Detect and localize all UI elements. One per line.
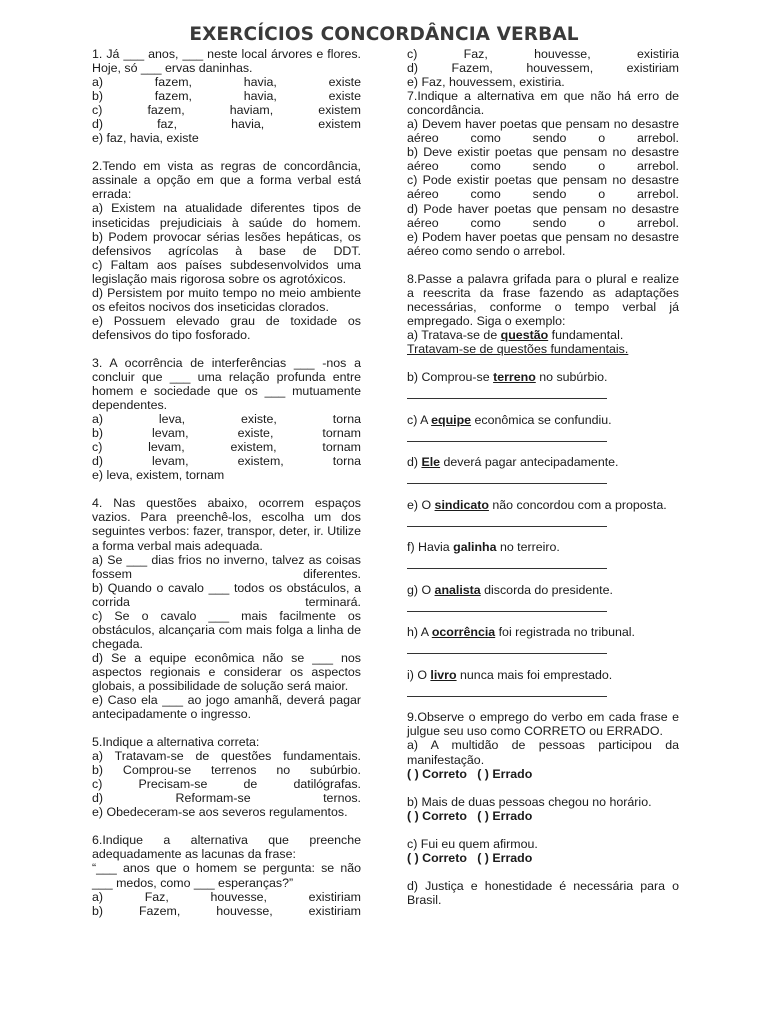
q8-item-c: c) A equipe econômica se confundiu. bbox=[407, 412, 612, 427]
q9-check-b bbox=[407, 809, 679, 823]
q9-b-correct-checkbox[interactable]: ( ) Correto bbox=[407, 808, 467, 823]
right-column bbox=[407, 47, 679, 907]
q8-example-answer: Tratavam-se de questões fundamentais. bbox=[407, 341, 629, 356]
q4-stem: 4. Nas questões abaixo, ocorrem espaços vazios. Para preenchê-los, escolha um dos seguintes verbos: fazer, transpor, deter, ir. Utilize a forma verbal mais adequada. bbox=[92, 496, 361, 553]
q9-item-c: c) Fui eu quem afirmou. bbox=[407, 836, 538, 851]
q9-check-a bbox=[407, 767, 679, 781]
q5-option-a: a) Tratavam-se de questões fundamentais. bbox=[92, 749, 361, 764]
q6-option-d: d) Fazem, houvessem, existiriam bbox=[407, 61, 679, 76]
q4-option-c: c) Se o cavalo ___ mais facilmente os obstáculos, alcançaria com mais folga a linha de chegada. bbox=[92, 608, 361, 651]
q8-example-word: questão bbox=[500, 327, 549, 342]
q6-option-b: b) Fazem, houvesse, existiriam bbox=[92, 903, 361, 918]
q5-option-c: c) Precisam-se de datilógrafas. bbox=[92, 777, 361, 792]
q2-option-e: e) Possuem elevado grau de toxidade os defensivos do tipo fosforado. bbox=[92, 313, 361, 342]
q2-option-a: a) Existem na atualidade diferentes tipos de inseticidas prejudiciais à saúde do homem. bbox=[92, 201, 361, 230]
q1-option-e: e) faz, havia, existe bbox=[92, 131, 199, 146]
q8-answer-line-f[interactable] bbox=[407, 554, 607, 569]
page-title: EXERCÍCIOS CONCORDÂNCIA VERBAL bbox=[189, 24, 579, 45]
q3-option-e: e) leva, existem, tornam bbox=[92, 468, 225, 483]
q9-c-correct-checkbox[interactable]: ( ) Correto bbox=[407, 850, 467, 865]
q1-option-b: b) fazem, havia, existe bbox=[92, 89, 361, 104]
q8-answer-line-c[interactable] bbox=[407, 427, 607, 442]
q8-answer-line-i[interactable] bbox=[407, 682, 607, 697]
q3-option-c: c) levam, existem, tornam bbox=[92, 440, 361, 455]
q9-check-c bbox=[407, 851, 679, 865]
q9-a-correct-checkbox[interactable]: ( ) Correto bbox=[407, 766, 467, 781]
q6-stem: 6.Indique a alternativa que preenche adequadamente as lacunas da frase: bbox=[92, 833, 361, 862]
q8-example: a) Tratava-se de questão fundamental. bbox=[407, 327, 624, 342]
q2-stem: 2.Tendo em vista as regras de concordância, assinale a opção em que a forma verbal está errada: bbox=[92, 159, 361, 202]
q9-item-b: b) Mais de duas pessoas chegou no horário. bbox=[407, 794, 652, 809]
q8-answer-line-e[interactable] bbox=[407, 512, 607, 527]
q3-option-a: a) leva, existe, torna bbox=[92, 412, 361, 427]
q6-option-e: e) Faz, houvessem, existiria. bbox=[407, 75, 565, 90]
q2-option-c: c) Faltam aos países subdesenvolvidos uma legislação mais rigorosa sobre os agrotóxicos. bbox=[92, 257, 361, 286]
q8-item-i: i) O livro nunca mais foi emprestado. bbox=[407, 667, 613, 682]
q1-option-c: c) fazem, haviam, existem bbox=[92, 103, 361, 118]
q9-c-wrong-checkbox[interactable]: ( ) Errado bbox=[477, 850, 533, 865]
q8-item-b: b) Comprou-se terreno no subúrbio. bbox=[407, 369, 608, 384]
q3-stem: 3. A ocorrência de interferências ___ -nos a concluir que ___ uma relação profunda entre homem e sociedade que os ___ mutuamente dependentes. bbox=[92, 355, 361, 413]
q8-answer-line-g[interactable] bbox=[407, 597, 607, 612]
q4-option-d: d) Se a equipe econômica não se ___ nos aspectos regionais e considerar os aspectos globais, a possibilidade de solução será maior. bbox=[92, 650, 361, 693]
q1-stem: 1. Já ___ anos, ___ neste local árvores e flores. Hoje, só ___ ervas daninhas. bbox=[92, 47, 361, 76]
q7-stem: 7.Indique a alternativa em que não há erro de concordância. bbox=[407, 89, 679, 118]
q3-option-b: b) levam, existe, tornam bbox=[92, 426, 361, 441]
q8-answer-line-h[interactable] bbox=[407, 639, 607, 654]
q6-option-a: a) Faz, houvesse, existiriam bbox=[92, 889, 361, 904]
q9-stem: 9.Observe o emprego do verbo em cada frase e julgue seu uso como CORRETO ou ERRADO. bbox=[407, 710, 679, 739]
q7-option-e: e) Podem haver poetas que pensam no desastre aéreo como sendo o arrebol. bbox=[407, 229, 679, 258]
left-column bbox=[92, 47, 361, 918]
q8-item-g: g) O analista discorda do presidente. bbox=[407, 582, 613, 597]
q6-quote: “___ anos que o homem se pergunta: se não ___ medos, como ___ esperanças?” bbox=[92, 861, 361, 890]
q8-item-e: e) O sindicato não concordou com a proposta. bbox=[407, 497, 667, 512]
q8-answer-line-b[interactable] bbox=[407, 384, 607, 399]
q1-option-a: a) fazem, havia, existe bbox=[92, 75, 361, 90]
q8-item-f: f) Havia galinha no terreiro. bbox=[407, 540, 560, 555]
q9-a-wrong-checkbox[interactable]: ( ) Errado bbox=[477, 766, 533, 781]
q4-option-b: b) Quando o cavalo ___ todos os obstáculos, a corrida terminará. bbox=[92, 580, 361, 609]
q5-stem: 5.Indique a alternativa correta: bbox=[92, 735, 260, 750]
q7-option-d: d) Pode haver poetas que pensam no desastre aéreo como sendo o arrebol. bbox=[407, 201, 679, 230]
q5-option-d: d) Reformam-se ternos. bbox=[92, 791, 361, 806]
q8-answer-line-d[interactable] bbox=[407, 469, 607, 484]
q8-stem: 8.Passe a palavra grifada para o plural e realize a reescrita da frase fazendo as adaptações necessárias, conforme o tempo verbal já empregado. Siga o exemplo: bbox=[407, 271, 679, 328]
q8-item-d: d) Ele deverá pagar antecipadamente. bbox=[407, 455, 619, 470]
q1-option-d: d) faz, havia, existem bbox=[92, 117, 361, 132]
q9-item-d: d) Justiça e honestidade é necessária para o Brasil. bbox=[407, 878, 679, 907]
q4-option-a: a) Se ___ dias frios no inverno, talvez as coisas fossem diferentes. bbox=[92, 552, 361, 581]
q9-item-a: a) A multidão de pessoas participou da manifestação. bbox=[407, 738, 679, 767]
q2-option-b: b) Podem provocar sérias lesões hepáticas, os defensivos agrícolas à base de DDT. bbox=[92, 229, 361, 258]
q4-option-e: e) Caso ela ___ ao jogo amanhã, deverá pagar antecipadamente o ingresso. bbox=[92, 693, 361, 722]
q8-item-h: h) A ocorrência foi registrada no tribunal. bbox=[407, 625, 635, 640]
q7-option-a: a) Devem haver poetas que pensam no desastre aéreo como sendo o arrebol. bbox=[407, 117, 679, 146]
q7-option-c: c) Pode existir poetas que pensam no desastre aéreo como sendo o arrebol. bbox=[407, 173, 679, 202]
q7-option-b: b) Deve existir poetas que pensam no desastre aéreo como sendo o arrebol. bbox=[407, 145, 679, 174]
q5-option-e: e) Obedeceram-se aos severos regulamentos. bbox=[92, 805, 348, 820]
q3-option-d: d) levam, existem, torna bbox=[92, 454, 361, 469]
q6-option-c: c) Faz, houvesse, existiria bbox=[407, 47, 679, 61]
q5-option-b: b) Comprou-se terrenos no subúrbio. bbox=[92, 763, 361, 778]
q9-b-wrong-checkbox[interactable]: ( ) Errado bbox=[477, 808, 533, 823]
q2-option-d: d) Persistem por muito tempo no meio ambiente os efeitos nocivos dos inseticidas clorados. bbox=[92, 285, 361, 314]
